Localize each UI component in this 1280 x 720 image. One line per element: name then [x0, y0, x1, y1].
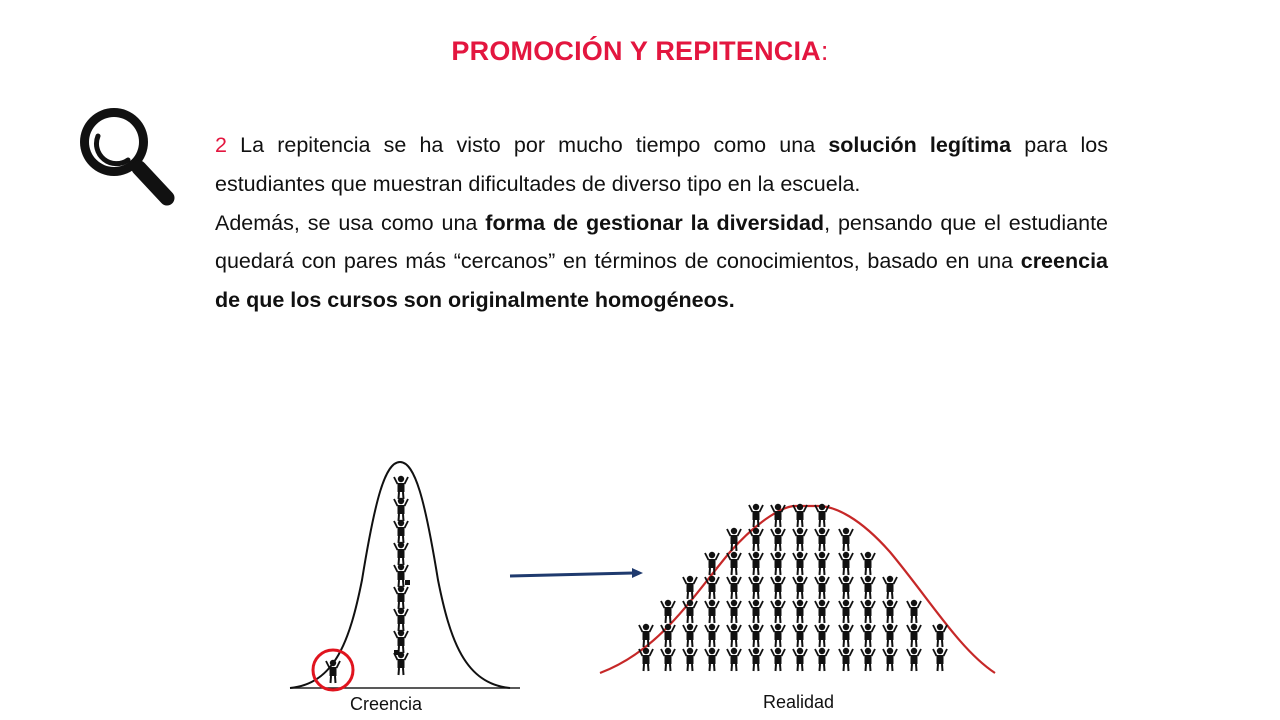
reality-figure	[661, 648, 675, 671]
reality-figure	[861, 624, 875, 647]
reality-figure	[933, 648, 947, 671]
reality-figure-columns	[639, 504, 947, 671]
reality-figure	[839, 528, 853, 551]
reality-figure	[727, 552, 741, 575]
reality-figure	[861, 648, 875, 671]
title-colon: :	[820, 36, 829, 66]
reality-figure	[839, 648, 853, 671]
p2-text-a: Además, se usa como una	[215, 210, 486, 235]
reality-diagram	[600, 504, 995, 673]
reality-figure	[815, 648, 829, 671]
reality-figure	[793, 648, 807, 671]
right-arrow-icon	[510, 568, 643, 578]
p1-text-b: para los estudiantes que muestran dificultades de diverso tipo en la escuela.	[215, 133, 1108, 196]
reality-figure	[793, 504, 807, 527]
reality-figure	[815, 552, 829, 575]
p1-text-a: La repitencia se ha visto por mucho tiempo como una	[226, 133, 829, 157]
p2-bold-a: forma de gestionar la diversidad	[485, 210, 825, 235]
p1-bold-a: solución legítima	[828, 133, 1012, 157]
reality-figure	[661, 624, 675, 647]
reality-figure	[883, 624, 897, 647]
reality-figure	[907, 600, 921, 623]
reality-figure	[771, 576, 785, 599]
reality-figure	[771, 528, 785, 551]
p2-text-b: , pensando que el estudiante quedará con pares más “cercanos” en términos de conocimientos, basado en una	[215, 210, 1109, 274]
reality-figure	[907, 624, 921, 647]
reality-figure	[705, 552, 719, 575]
reality-figure	[861, 600, 875, 623]
reality-figure	[683, 624, 697, 647]
reality-figure	[793, 624, 807, 647]
reality-figure	[907, 648, 921, 671]
reality-figure	[705, 600, 719, 623]
reality-figure	[749, 624, 763, 647]
belief-caption: Creencia	[350, 694, 423, 714]
reality-figure	[839, 552, 853, 575]
reality-figure	[661, 600, 675, 623]
belief-figure-stack	[394, 476, 410, 675]
reality-figure	[727, 648, 741, 671]
reality-figure	[727, 576, 741, 599]
reality-figure	[639, 648, 653, 671]
reality-figure	[883, 600, 897, 623]
reality-figure	[793, 528, 807, 551]
reality-figure	[839, 624, 853, 647]
reality-figure	[815, 528, 829, 551]
reality-figure	[793, 552, 807, 575]
reality-figure	[683, 648, 697, 671]
reality-figure	[815, 624, 829, 647]
point-number: 2	[215, 133, 227, 157]
reality-figure	[883, 576, 897, 599]
reality-figure	[771, 648, 785, 671]
belief-diagram	[290, 462, 520, 690]
reality-figure	[727, 600, 741, 623]
reality-figure	[839, 600, 853, 623]
reality-figure	[771, 600, 785, 623]
reality-figure	[815, 576, 829, 599]
reality-caption: Realidad	[763, 692, 835, 712]
reality-figure	[749, 648, 763, 671]
reality-figure	[705, 624, 719, 647]
reality-figure	[749, 576, 763, 599]
reality-figure	[933, 624, 947, 647]
reality-figure	[705, 576, 719, 599]
reality-figure	[883, 648, 897, 671]
reality-figure	[683, 600, 697, 623]
reality-figure	[861, 576, 875, 599]
reality-figure	[749, 552, 763, 575]
outlier-figure	[326, 660, 340, 683]
reality-figure	[815, 504, 829, 527]
title-text: PROMOCIÓN Y REPITENCIA	[451, 36, 821, 66]
reality-figure	[793, 600, 807, 623]
reality-figure	[771, 552, 785, 575]
reality-figure	[815, 600, 829, 623]
reality-figure	[771, 624, 785, 647]
reality-figure	[727, 624, 741, 647]
reality-figure	[749, 600, 763, 623]
reality-figure	[839, 576, 853, 599]
reality-figure	[861, 552, 875, 575]
reality-figure	[749, 528, 763, 551]
p2-bold-b: creencia de que los cursos son originalmente homogéneos.	[215, 249, 1108, 313]
reality-figure	[793, 576, 807, 599]
reality-figure	[705, 648, 719, 671]
